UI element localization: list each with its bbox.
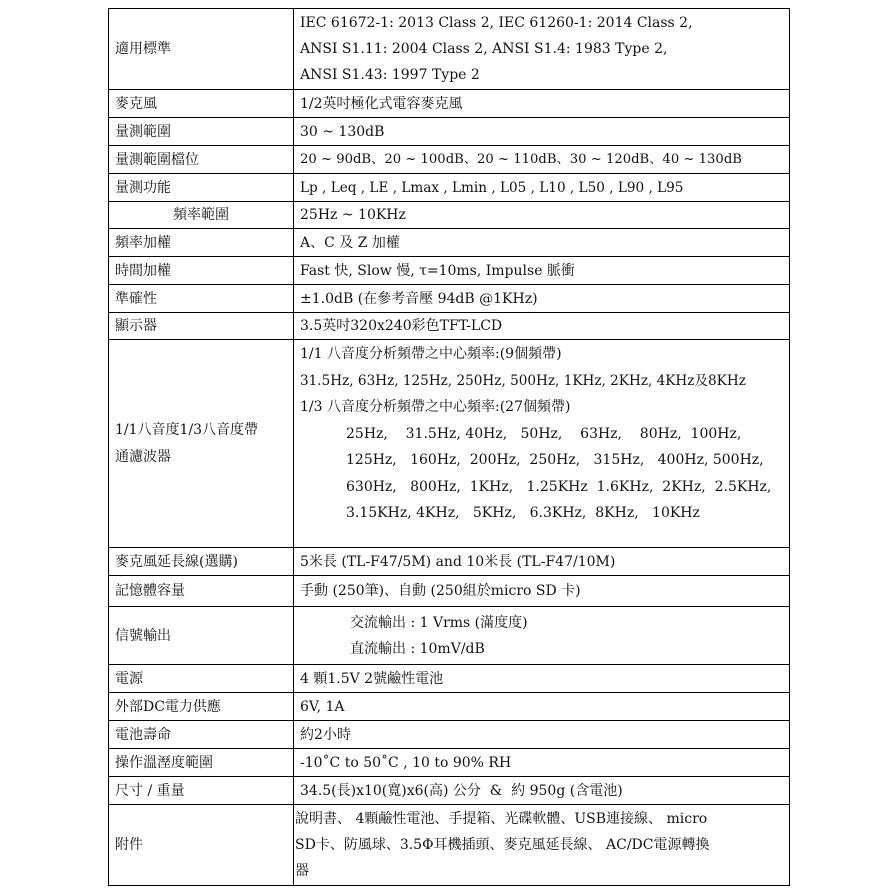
label-accessories: 附件 [109,805,294,886]
label-freq-weighting: 頻率加權 [109,229,294,257]
accessories-line: 說明書、 4顆鹼性電池、手提箱、光碟軟體、USB連接線、 micro [295,811,708,827]
label-accuracy: 準確性 [109,285,294,313]
third-octave-values: 630Hz, 800Hz, 1KHz, 1.25KHz 1.6KHz, 2KHz, 2.5KHz, [346,478,772,495]
standards-line: ANSI S1.11: 2004 Class 2, ANSI S1.4: 1983 Type 2, [300,41,668,57]
label-env: 操作溫溼度範圍 [109,749,294,777]
row-microphone [109,90,790,118]
output-dc: 直流輸出 : 10mV/dB [350,640,485,657]
row-battery-life [109,721,790,749]
label-memory: 記憶體容量 [109,576,294,607]
row-env [109,749,790,777]
third-octave-values: 125Hz, 160Hz, 200Hz, 250Hz, 315Hz, 400Hz, 500Hz, [346,452,764,468]
octave-values: 31.5Hz, 63Hz, 125Hz, 250Hz, 500Hz, 1KHz, 2KHz, 4KHz及8KHz [300,372,746,389]
row-ext-power [109,693,790,721]
label-size-weight: 尺寸 / 重量 [109,777,294,805]
value-functions: Lp , Leq , LE , Lmax , Lmin , L05 , L10 , L50 , L90 , L95 [294,174,790,202]
third-octave-values: 25Hz, 31.5Hz, 40Hz, 50Hz, 63Hz, 80Hz, 100Hz, [346,425,742,442]
value-env: -10˚C to 50˚C , 10 to 90% RH [294,749,790,777]
label-ext-power: 外部DC電力供應 [109,693,294,721]
value-accessories [294,805,790,886]
value-microphone: 1/2英吋極化式電容麥克風 [294,90,790,118]
row-time-weighting [109,257,790,285]
spec-table [108,8,790,886]
value-ext-cable: 5米長 (TL-F47/5M) and 10米長 (TL-F47/10M) [294,548,790,576]
label-freq-range: 頻率範圍 [109,202,294,229]
row-output [109,607,790,665]
value-time-weighting: Fast 快, Slow 慢, τ=10ms, Impulse 脈衝 [294,257,790,285]
label-time-weighting: 時間加權 [109,257,294,285]
filters-label-line: 1/1八音度1/3八音度帶 [115,422,259,438]
row-standards [109,9,790,90]
value-freq-weighting: A、C 及 Z 加權 [294,229,790,257]
row-range [109,118,790,146]
accessories-line: 器 [295,863,309,879]
row-power [109,665,790,693]
value-standards [294,9,790,90]
row-memory [109,576,790,607]
row-accessories [109,805,790,886]
value-display: 3.5英吋320x240彩色TFT-LCD [294,313,790,340]
label-filters [109,340,294,548]
row-filters [109,340,790,548]
label-output: 信號輸出 [109,607,294,665]
label-battery-life: 電池壽命 [109,721,294,749]
value-memory: 手動 (250筆)、自動 (250組於micro SD 卡) [294,576,790,607]
value-range: 30 ~ 130dB [294,118,790,146]
label-standards: 適用標準 [109,9,294,90]
value-range-levels: 20 ~ 90dB、20 ~ 100dB、20 ~ 110dB、30 ~ 120dB、40 ~ 130dB [294,146,790,174]
value-output [294,607,790,665]
label-microphone: 麥克風 [109,90,294,118]
label-power: 電源 [109,665,294,693]
row-accuracy [109,285,790,313]
value-freq-range: 25Hz ~ 10KHz [294,202,790,229]
label-ext-cable: 麥克風延長線(選購) [109,548,294,576]
label-display: 顯示器 [109,313,294,340]
value-filters [294,340,790,548]
value-ext-power: 6V, 1A [294,693,790,721]
value-power: 4 顆1.5V 2號鹼性電池 [294,665,790,693]
value-battery-life: 約2小時 [294,721,790,749]
label-functions: 量測功能 [109,174,294,202]
accessories-line: SD卡、防風球、3.5Φ耳機插頭、麥克風延長線、 AC/DC電源轉換 [295,837,710,853]
label-range-levels: 量測範圍檔位 [109,146,294,174]
filters-label-line: 通濾波器 [115,448,171,465]
row-functions [109,174,790,202]
label-range: 量測範圍 [109,118,294,146]
row-freq-weighting [109,229,790,257]
row-size-weight [109,777,790,805]
row-display [109,313,790,340]
third-octave-title: 1/3 八音度分析頻帶之中心頻率:(27個頻帶) [300,399,571,415]
row-range-levels [109,146,790,174]
standards-line: IEC 61672-1: 2013 Class 2, IEC 61260-1: 2014 Class 2, [300,15,693,31]
standards-line: ANSI S1.43: 1997 Type 2 [300,67,480,83]
row-freq-range [109,202,790,229]
value-accuracy: ±1.0dB (在參考音壓 94dB @1KHz) [294,285,790,313]
output-ac: 交流輸出 : 1 Vrms (滿度度) [350,614,528,631]
row-ext-cable [109,548,790,576]
third-octave-values: 3.15KHz, 4KHz, 5KHz, 6.3KHz, 8KHz, 10KHz [346,505,700,521]
octave-title: 1/1 八音度分析頻帶之中心頻率:(9個頻帶) [300,346,562,362]
value-size-weight: 34.5(長)x10(寬)x6(高) 公分 & 約 950g (含電池) [294,777,790,805]
